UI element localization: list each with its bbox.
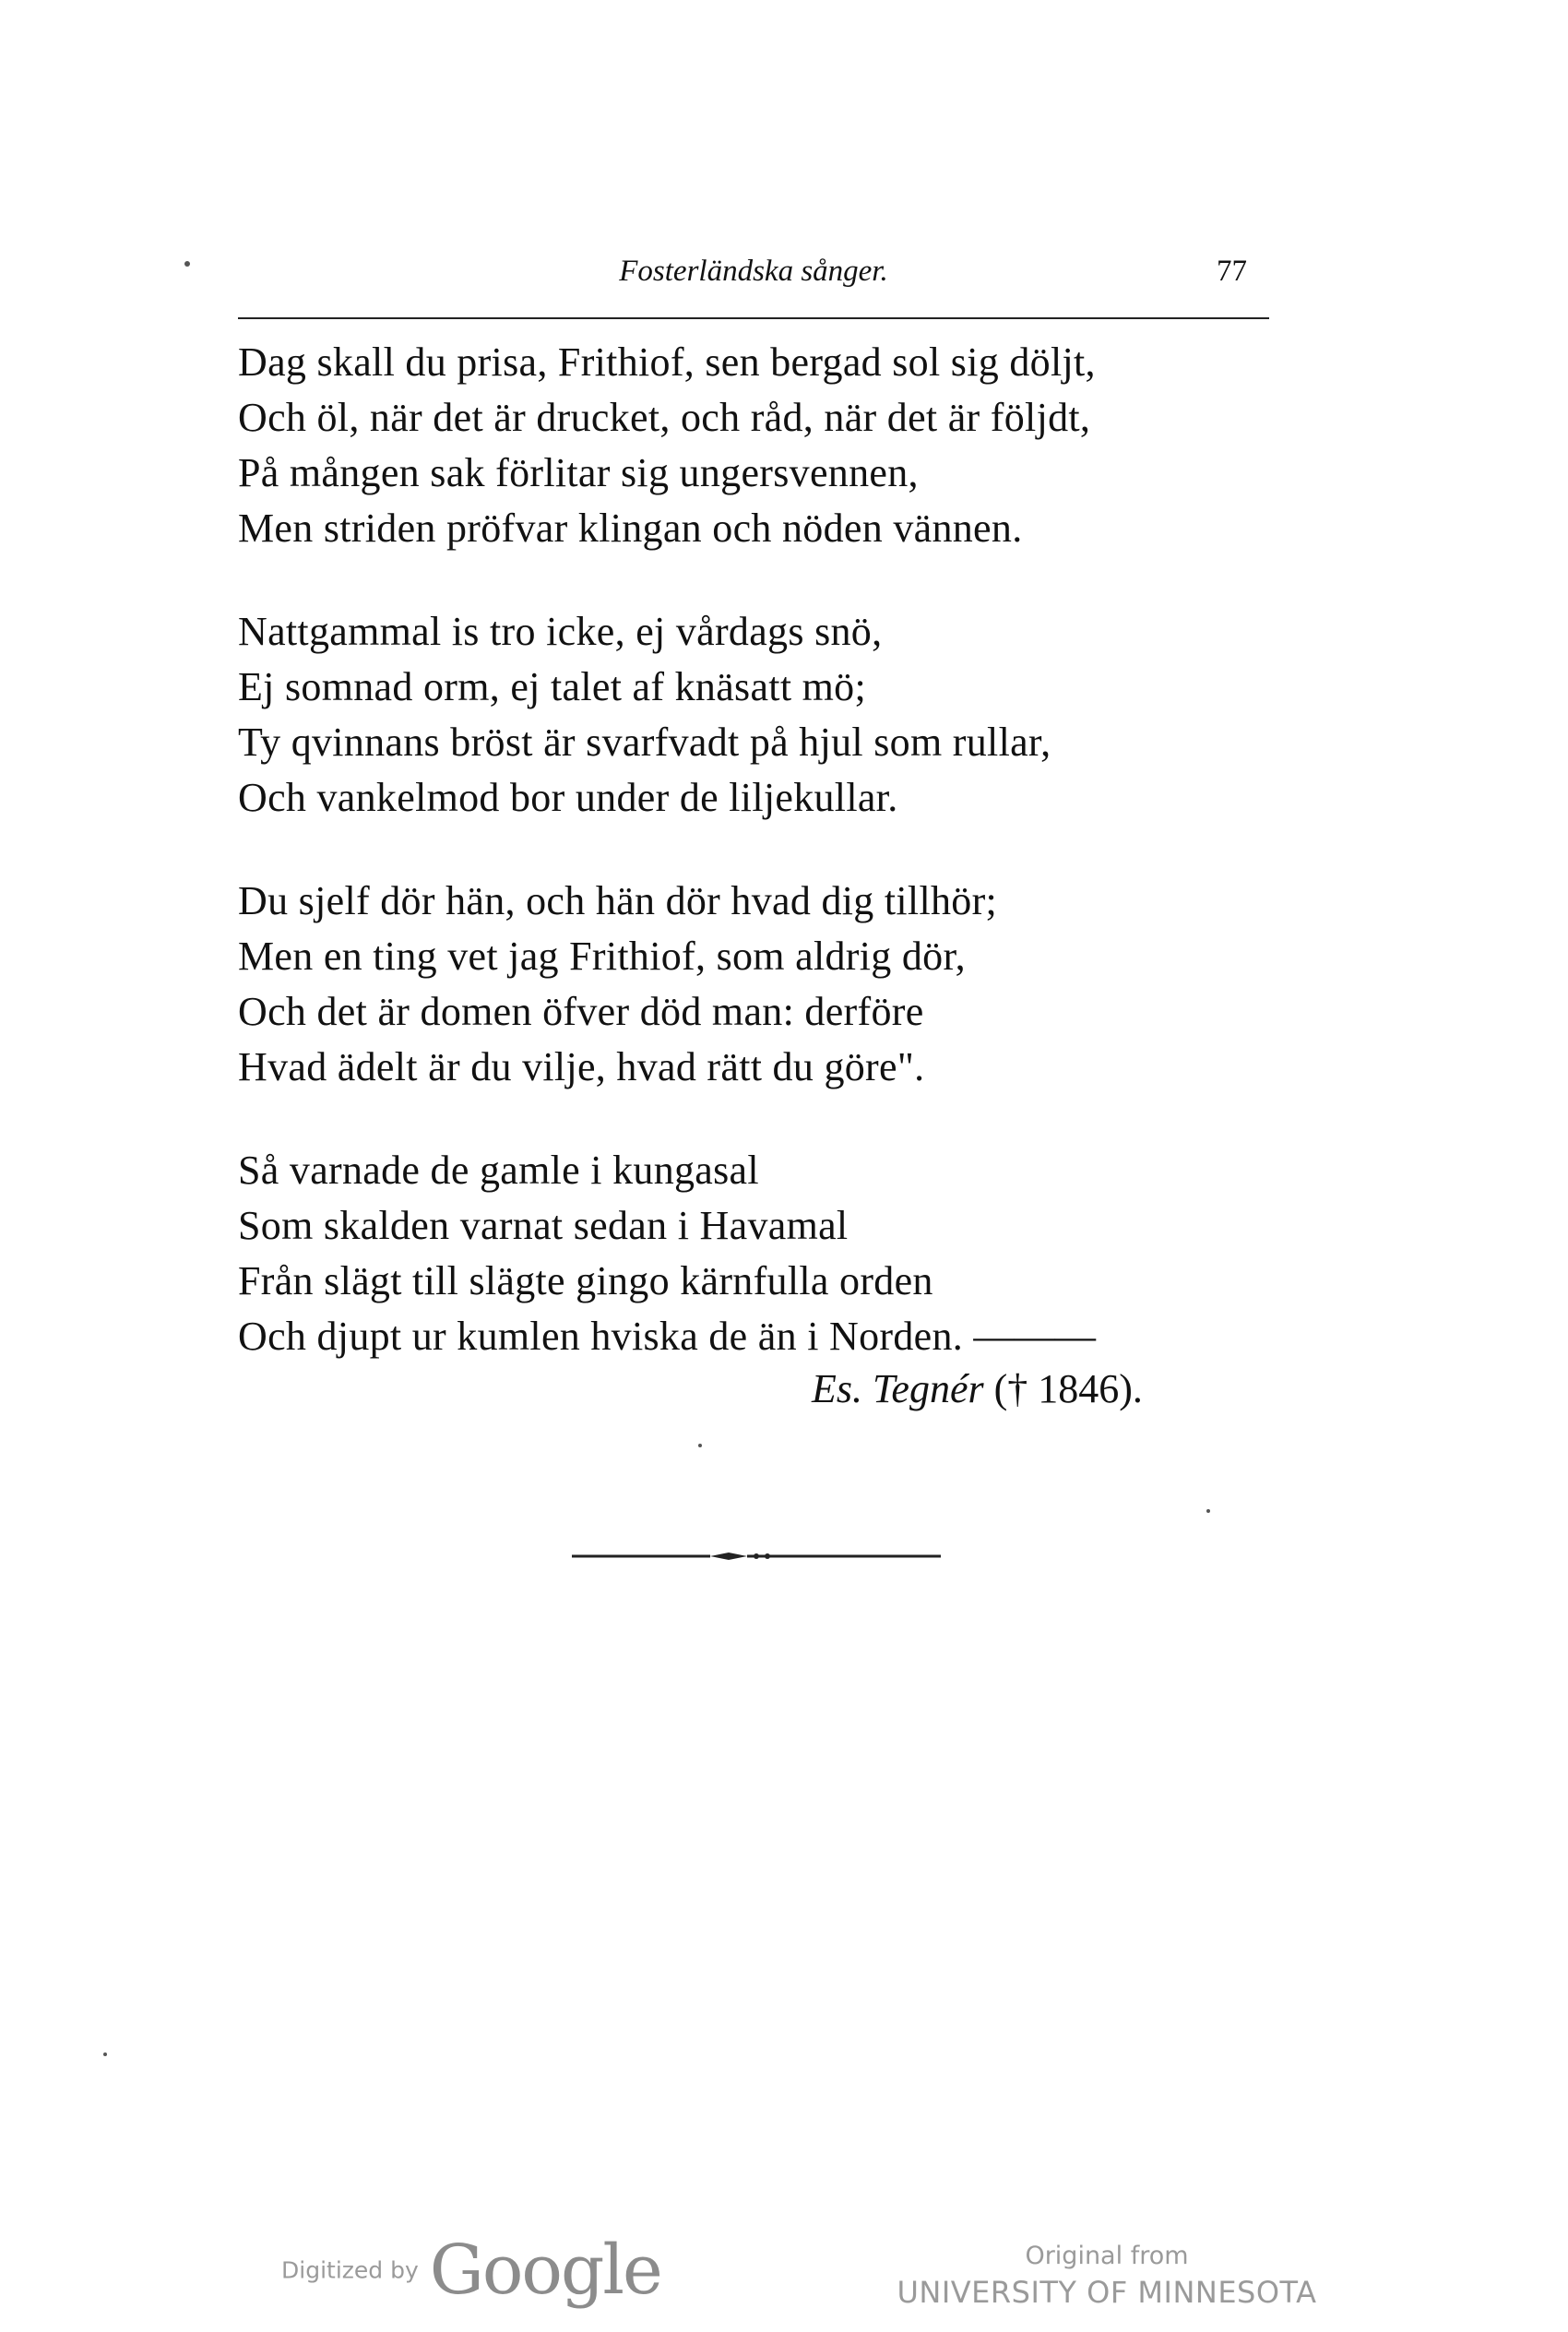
poem-line: Som skalden varnat sedan i Havamal xyxy=(238,1203,849,1248)
scan-speck xyxy=(1206,1509,1210,1513)
poem-line: På mången sak förlitar sig ungersvennen, xyxy=(238,450,919,495)
scan-speck xyxy=(698,1444,702,1447)
signature-author: Es. Tegnér xyxy=(812,1366,984,1411)
poem-signature xyxy=(812,1365,1143,1412)
poem-line: Du sjelf dör hän, och hän dör hvad dig tillhör; xyxy=(238,878,998,923)
poem-line: Ty qvinnans bröst är svarfvadt på hjul som rullar, xyxy=(238,720,1051,765)
digitized-label: Digitized by xyxy=(281,2256,419,2284)
page-number: 77 xyxy=(1217,255,1247,288)
scan-speck xyxy=(184,261,190,267)
google-logo: Google xyxy=(429,2231,661,2310)
running-title: Fosterländska sånger. xyxy=(619,255,888,288)
stanza-3 xyxy=(238,874,1289,1095)
stanza-2 xyxy=(238,604,1289,826)
poem-line: Och öl, när det är drucket, och råd, när det är följdt, xyxy=(238,395,1091,440)
poem xyxy=(238,335,1289,1412)
end-ornament-rule xyxy=(572,1550,941,1563)
poem-line: Nattgammal is tro icke, ej vårdags snö, xyxy=(238,609,883,654)
poem-line: Och djupt ur kumlen hviska de än i Norden. ——— xyxy=(238,1314,1097,1359)
poem-line: Från slägt till slägte gingo kärnfulla orden xyxy=(238,1258,933,1303)
poem-line: Men en ting vet jag Frithiof, som aldrig dör, xyxy=(238,934,966,979)
digitized-by-google-watermark xyxy=(281,2231,661,2314)
poem-line: Men striden pröfvar klingan och nöden vännen. xyxy=(238,506,1023,551)
stanza-1 xyxy=(238,335,1289,556)
poem-line: Hvad ädelt är du vilje, hvad rätt du göre". xyxy=(238,1044,925,1089)
poem-line: Och det är domen öfver död man: derföre xyxy=(238,989,924,1034)
stanza-4 xyxy=(238,1143,1289,1364)
original-source-watermark xyxy=(885,2240,1328,2312)
university-label: UNIVERSITY OF MINNESOTA xyxy=(897,2275,1317,2310)
original-from-label: Original from xyxy=(1025,2242,1189,2270)
header-rule xyxy=(238,317,1269,319)
poem-line: Ej somnad orm, ej talet af knäsatt mö; xyxy=(238,664,867,709)
page-header xyxy=(238,249,1269,295)
signature-dates: († 1846). xyxy=(993,1366,1143,1411)
poem-line: Så varnade de gamle i kungasal xyxy=(238,1148,759,1193)
scan-speck xyxy=(103,2052,107,2056)
poem-line: Och vankelmod bor under de liljekullar. xyxy=(238,775,898,820)
poem-line: Dag skall du prisa, Frithiof, sen bergad sol sig döljt, xyxy=(238,339,1096,385)
